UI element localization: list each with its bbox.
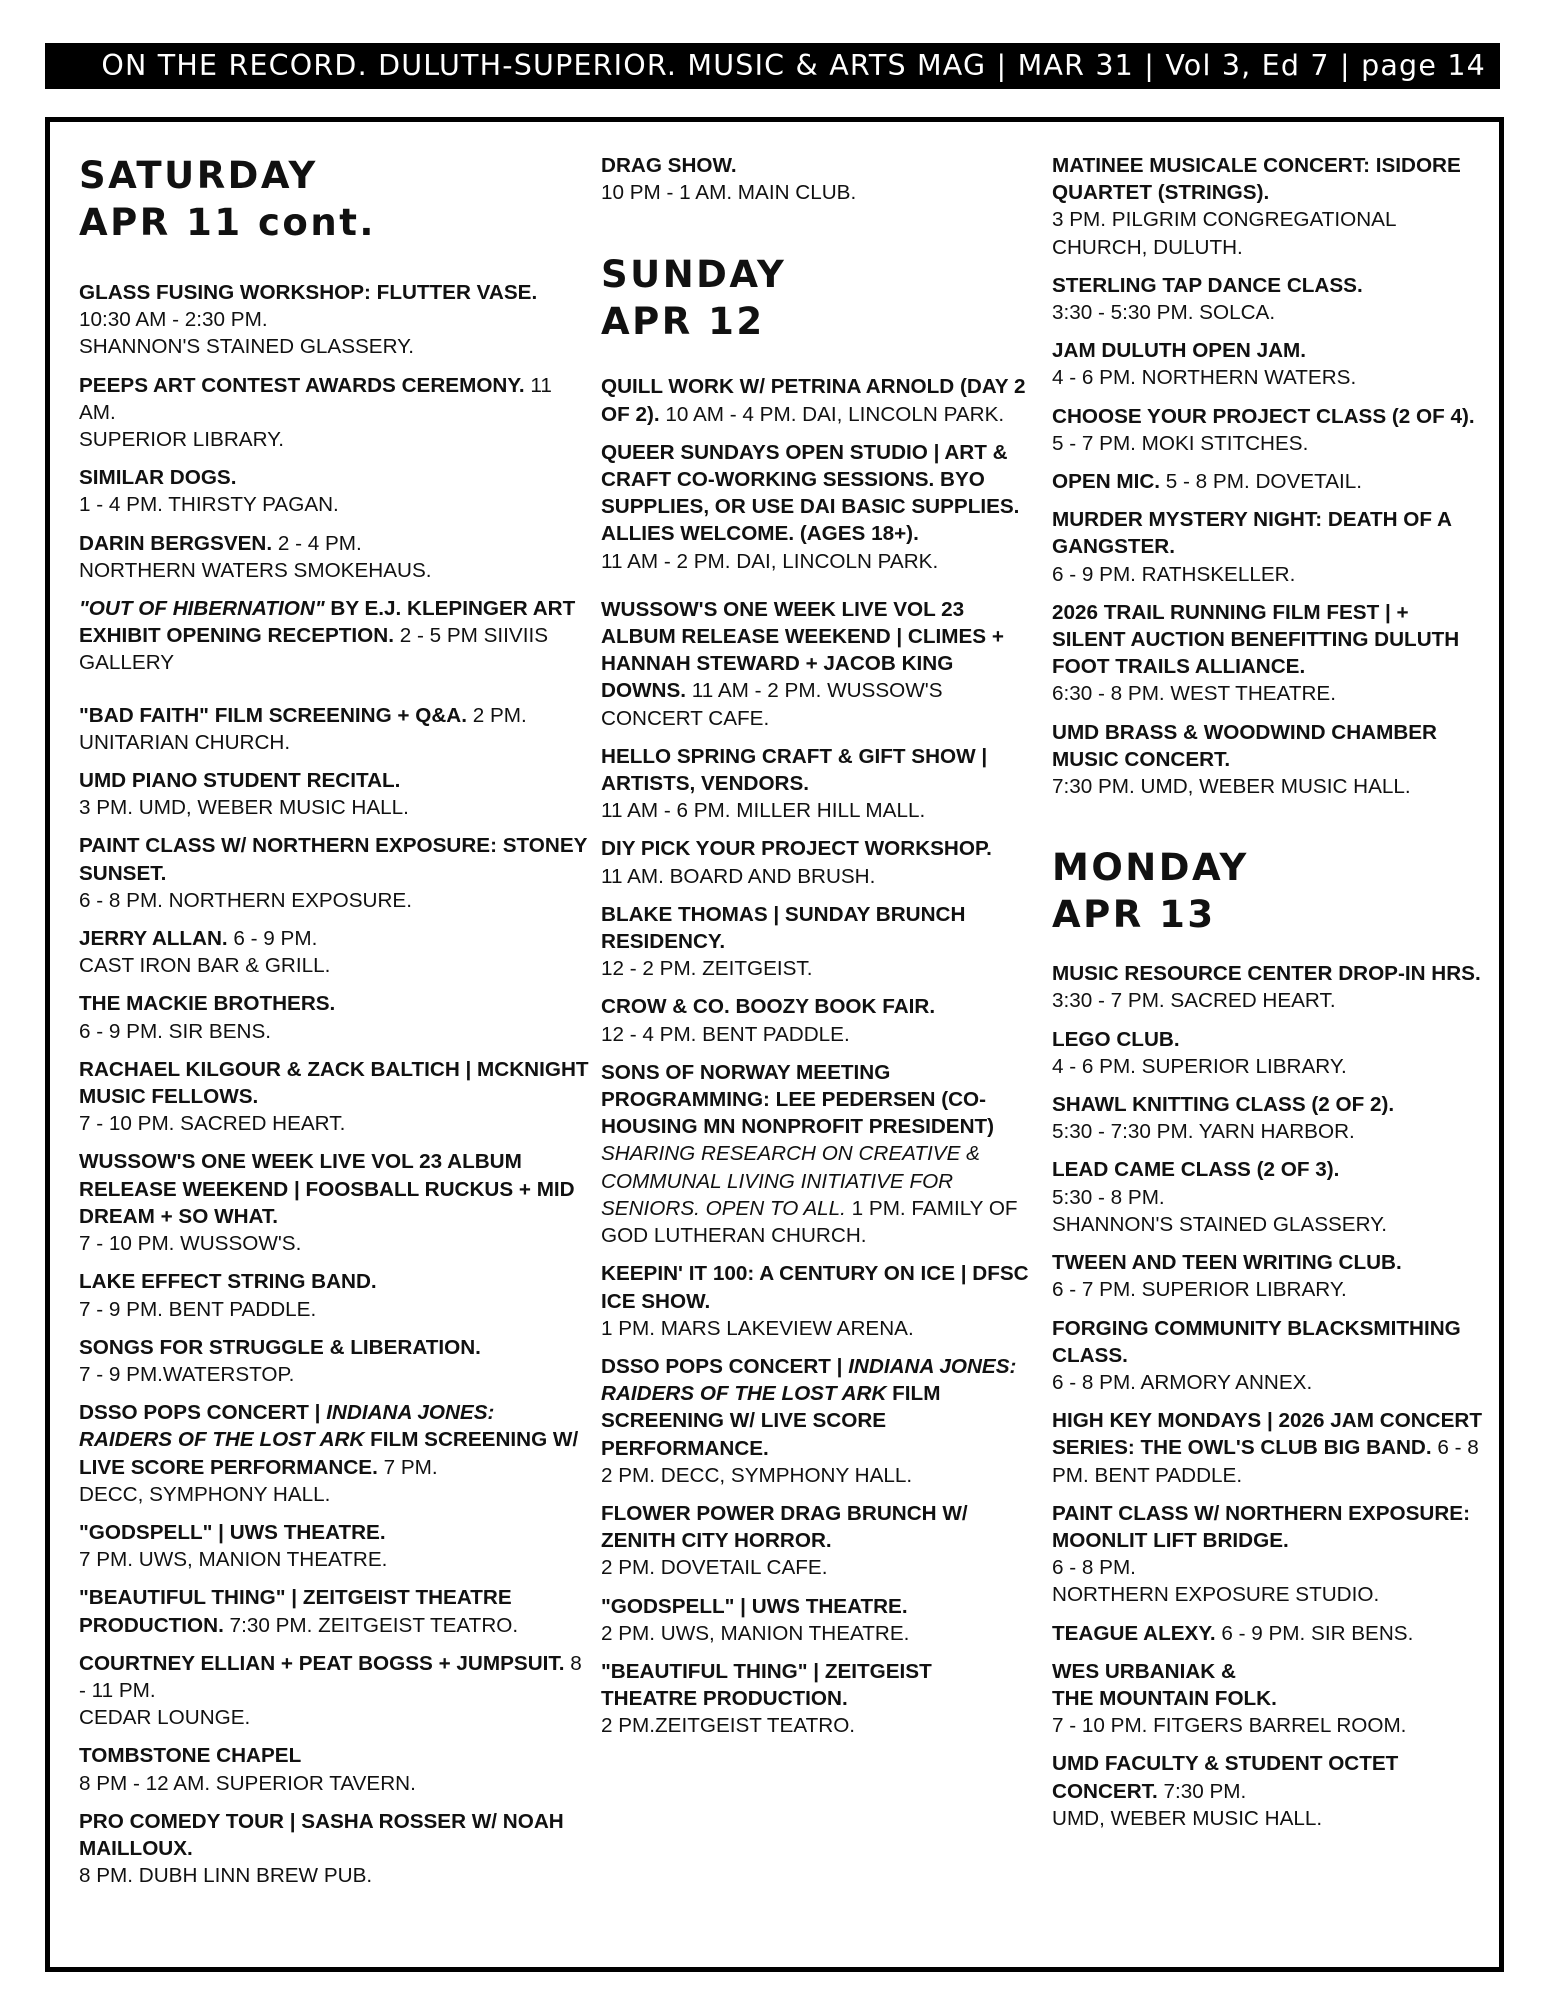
event-item: LEGO CLUB. 4 - 6 PM. SUPERIOR LIBRARY. [1052, 1027, 1347, 1078]
event-item: SIMILAR DOGS. 1 - 4 PM. THIRSTY PAGAN. [79, 466, 339, 517]
event-item: MATINEE MUSICALE CONCERT: ISIDORE QUARTET (STRINGS). 3 PM. PILGRIM CONGREGATIONAL CHURCH, DULUTH. [1052, 154, 1461, 259]
event-item: CROW & CO. BOOZY BOOK FAIR. 12 - 4 PM. BENT PADDLE. [601, 995, 936, 1046]
event-item: QUILL WORK W/ PETRINA ARNOLD (DAY 2 OF 2). 10 AM - 4 PM. DAI, LINCOLN PARK. [601, 375, 1026, 426]
event-item: LEAD CAME CLASS (2 OF 3). 5:30 - 8 PM. SHANNON'S STAINED GLASSERY. [1052, 1158, 1388, 1236]
event-item: HIGH KEY MONDAYS | 2026 JAM CONCERT SERIES: THE OWL'S CLUB BIG BAND. 6 - 8 PM. BENT PADDLE. [1052, 1409, 1482, 1487]
event-item: TEAGUE ALEXY. 6 - 9 PM. SIR BENS. [1052, 1621, 1414, 1645]
event-item: GLASS FUSING WORKSHOP: FLUTTER VASE. 10:30 AM - 2:30 PM. SHANNON'S STAINED GLASSERY. [79, 281, 538, 359]
event-item: QUEER SUNDAYS OPEN STUDIO | ART & CRAFT CO-WORKING SESSIONS. BYO SUPPLIES, OR USE DAI BASIC SUPPLIES. ALLIES WELCOME. (AGES 18+). 11 AM - 2 PM. DAI, LINCOLN PARK. [601, 440, 1020, 573]
day-heading: MONDAY [1052, 846, 1249, 890]
event-item: HELLO SPRING CRAFT & GIFT SHOW | ARTISTS, VENDORS. 11 AM - 6 PM. MILLER HILL MALL. [601, 744, 988, 823]
event-item: RACHAEL KILGOUR & ZACK BALTICH | MCKNIGHT MUSIC FELLOWS. 7 - 10 PM. SACRED HEART. [79, 1057, 589, 1136]
header-text: ON THE RECORD. DULUTH-SUPERIOR. MUSIC & ARTS MAG | MAR 31 | Vol 3, Ed 7 | page 14 [101, 49, 1486, 82]
event-item: UMD BRASS & WOODWIND CHAMBER MUSIC CONCERT. 7:30 PM. UMD, WEBER MUSIC HALL. [1052, 720, 1437, 799]
event-item: SONS OF NORWAY MEETING PROGRAMMING: LEE PEDERSEN (CO-HOUSING MN NONPROFIT PRESIDENT) SHARING RESEARCH ON CREATIVE & COMMUNAL LIVING INITIATIVE FOR SENIORS. OPEN TO ALL. 1 PM. FAMILY OF GOD LUTHERAN CHURCH. [601, 1060, 1018, 1248]
event-item: "BEAUTIFUL THING" | ZEITGEIST THEATRE PRODUCTION. 2 PM.ZEITGEIST TEATRO. [601, 1659, 932, 1738]
date-heading: APR 13 [1052, 893, 1216, 937]
event-item: SHAWL KNITTING CLASS (2 OF 2). 5:30 - 7:30 PM. YARN HARBOR. [1052, 1093, 1395, 1144]
event-item: LAKE EFFECT STRING BAND. 7 - 9 PM. BENT PADDLE. [79, 1270, 377, 1321]
event-item: JERRY ALLAN. 6 - 9 PM. CAST IRON BAR & GRILL. [79, 927, 331, 978]
event-item: COURTNEY ELLIAN + PEAT BOGSS + JUMPSUIT. 8 - 11 PM. CEDAR LOUNGE. [79, 1651, 582, 1730]
event-item: "GODSPELL" | UWS THEATRE. 2 PM. UWS, MANION THEATRE. [601, 1594, 910, 1645]
day-heading: SUNDAY [601, 253, 787, 297]
event-item: DSSO POPS CONCERT | INDIANA JONES: RAIDERS OF THE LOST ARK FILM SCREENING W/ LIVE SCORE PERFORMANCE. 2 PM. DECC, SYMPHONY HALL. [601, 1354, 1017, 1487]
date-heading: APR 12 [601, 300, 765, 344]
column-sunday [601, 152, 1031, 1751]
event-item: "OUT OF HIBERNATION" BY E.J. KLEPINGER ART EXHIBIT OPENING RECEPTION. 2 - 5 PM SIIVIIS GALLERY [79, 597, 576, 675]
event-item: PRO COMEDY TOUR | SASHA ROSSER W/ NOAH MAILLOUX. 8 PM. DUBH LINN BREW PUB. [79, 1809, 564, 1888]
event-item: 2026 TRAIL RUNNING FILM FEST | + SILENT AUCTION BENEFITTING DULUTH FOOT TRAILS ALLIANCE. 6:30 - 8 PM. WEST THEATRE. [1052, 600, 1460, 706]
header-bar [45, 43, 1500, 89]
event-item: "GODSPELL" | UWS THEATRE. 7 PM. UWS, MANION THEATRE. [79, 1520, 388, 1572]
event-item: "BAD FAITH" FILM SCREENING + Q&A. 2 PM. UNITARIAN CHURCH. [79, 703, 527, 754]
event-item: "BEAUTIFUL THING" | ZEITGEIST THEATRE PRODUCTION. 7:30 PM. ZEITGEIST TEATRO. [79, 1586, 519, 1637]
event-item: PAINT CLASS W/ NORTHERN EXPOSURE: STONEY SUNSET. 6 - 8 PM. NORTHERN EXPOSURE. [79, 834, 588, 912]
date-heading: APR 11 cont. [79, 201, 376, 244]
event-item: JAM DULUTH OPEN JAM. 4 - 6 PM. NORTHERN WATERS. [1052, 339, 1357, 390]
event-item: WUSSOW'S ONE WEEK LIVE VOL 23 ALBUM RELEASE WEEKEND | CLIMES + HANNAH STEWARD + JACOB KING DOWNS. 11 AM - 2 PM. WUSSOW'S CONCERT CAFE. [601, 597, 1004, 730]
day-heading: SATURDAY [79, 154, 318, 197]
column-monday [1052, 152, 1487, 1843]
event-item: MURDER MYSTERY NIGHT: DEATH OF A GANGSTER. 6 - 9 PM. RATHSKELLER. [1052, 508, 1452, 586]
event-item: WUSSOW'S ONE WEEK LIVE VOL 23 ALBUM RELEASE WEEKEND | FOOSBALL RUCKUS + MID DREAM + SO WHAT. 7 - 10 PM. WUSSOW'S. [79, 1150, 575, 1256]
column-saturday [79, 152, 589, 1900]
event-item: STERLING TAP DANCE CLASS. 3:30 - 5:30 PM. SOLCA. [1052, 273, 1363, 325]
event-item: UMD PIANO STUDENT RECITAL. 3 PM. UMD, WEBER MUSIC HALL. [79, 769, 409, 820]
event-item: SONGS FOR STRUGGLE & LIBERATION. 7 - 9 PM.WATERSTOP. [79, 1335, 481, 1386]
event-item: BLAKE THOMAS | SUNDAY BRUNCH RESIDENCY. 12 - 2 PM. ZEITGEIST. [601, 902, 966, 981]
event-item: THE MACKIE BROTHERS. 6 - 9 PM. SIR BENS. [79, 992, 336, 1043]
event-item: DRAG SHOW. 10 PM - 1 AM. MAIN CLUB. [601, 154, 857, 205]
event-item: KEEPIN' IT 100: A CENTURY ON ICE | DFSC ICE SHOW. 1 PM. MARS LAKEVIEW ARENA. [601, 1262, 1029, 1340]
event-item: PAINT CLASS W/ NORTHERN EXPOSURE: MOONLIT LIFT BRIDGE. 6 - 8 PM. NORTHERN EXPOSURE STUDIO. [1052, 1501, 1470, 1607]
event-item: UMD FACULTY & STUDENT OCTET CONCERT. 7:30 PM. UMD, WEBER MUSIC HALL. [1052, 1752, 1399, 1830]
event-item: WES URBANIAK & THE MOUNTAIN FOLK. 7 - 10 PM. FITGERS BARREL ROOM. [1052, 1659, 1407, 1738]
event-item: DSSO POPS CONCERT | INDIANA JONES: RAIDERS OF THE LOST ARK FILM SCREENING W/ LIVE SCORE PERFORMANCE. 7 PM. DECC, SYMPHONY HALL. [79, 1401, 579, 1506]
event-item: FORGING COMMUNITY BLACKSMITHING CLASS. 6 - 8 PM. ARMORY ANNEX. [1052, 1316, 1461, 1394]
event-item: TOMBSTONE CHAPEL 8 PM - 12 AM. SUPERIOR TAVERN. [79, 1744, 416, 1795]
event-item: PEEPS ART CONTEST AWARDS CEREMONY. 11 AM. SUPERIOR LIBRARY. [79, 373, 552, 452]
event-item: DIY PICK YOUR PROJECT WORKSHOP. 11 AM. BOARD AND BRUSH. [601, 837, 992, 888]
event-item: DARIN BERGSVEN. 2 - 4 PM. NORTHERN WATERS SMOKEHAUS. [79, 531, 432, 582]
event-item: OPEN MIC. 5 - 8 PM. DOVETAIL. [1052, 470, 1362, 494]
event-item: TWEEN AND TEEN WRITING CLUB. 6 - 7 PM. SUPERIOR LIBRARY. [1052, 1251, 1402, 1302]
event-item: CHOOSE YOUR PROJECT CLASS (2 OF 4). 5 - 7 PM. MOKI STITCHES. [1052, 404, 1475, 455]
event-item: MUSIC RESOURCE CENTER DROP-IN HRS. 3:30 - 7 PM. SACRED HEART. [1052, 962, 1481, 1013]
event-item: FLOWER POWER DRAG BRUNCH W/ ZENITH CITY HORROR. 2 PM. DOVETAIL CAFE. [601, 1501, 968, 1580]
